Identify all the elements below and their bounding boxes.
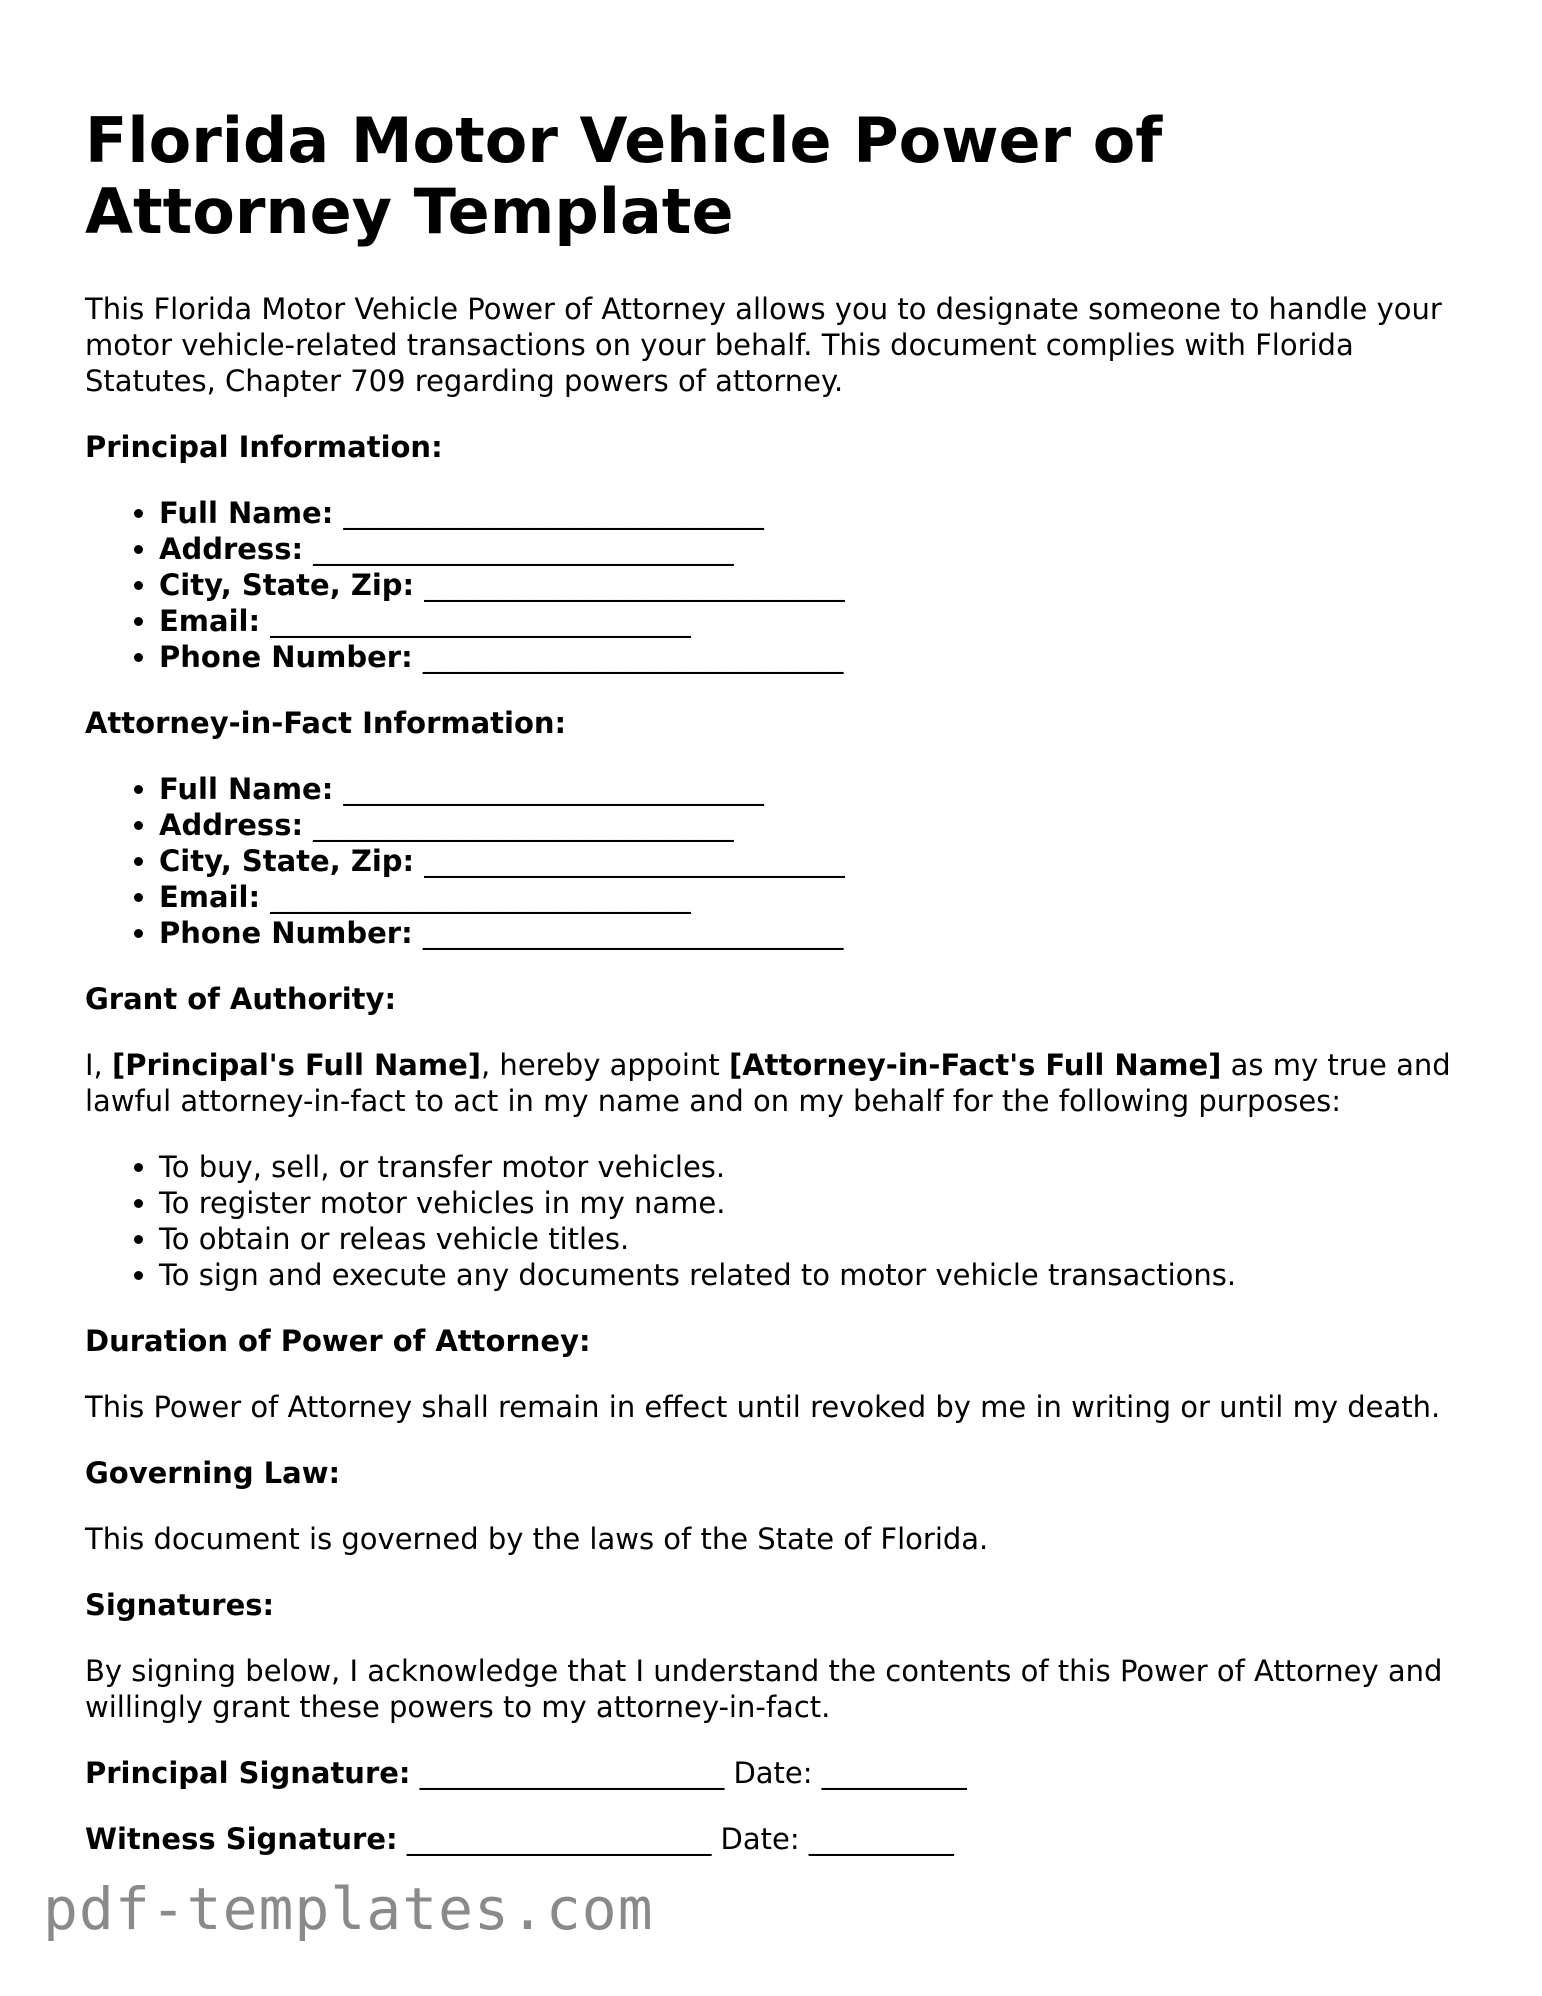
field-label: Full Name:: [159, 496, 334, 530]
field-label: Email:: [159, 604, 261, 638]
intro-paragraph: This Florida Motor Vehicle Power of Attorney allows you to designate someone to handle your motor vehicle-related transactions on your behalf. This document complies with Florida Statutes, Chapter 709 regarding powers of attorney.: [85, 292, 1442, 398]
principal-address-field: [159, 531, 1465, 567]
purpose-item: • To sign and execute any documents related to motor vehicle transactions.: [159, 1257, 1465, 1293]
principal-full-name-field: [159, 495, 1465, 531]
purposes-list: [85, 1149, 1465, 1293]
attorney-city-state-zip-field: [159, 843, 1465, 879]
signatures-heading: Signatures:: [85, 1588, 275, 1622]
attorney-phone-field: [159, 915, 1465, 951]
document-title: Florida Motor Vehicle Power of Attorney Template: [85, 104, 1163, 248]
field-label: Phone Number:: [159, 916, 413, 950]
field-blank: ______________________________: [313, 532, 734, 566]
principal-signature-line: [85, 1755, 1465, 1791]
field-blank: ______________________________: [343, 496, 764, 530]
document-page: [85, 105, 1465, 1887]
attorney-name-placeholder: [Attorney-in-Fact's Full Name]: [728, 1048, 1222, 1082]
date-blank: __________: [821, 1756, 967, 1790]
field-label: Full Name:: [159, 772, 334, 806]
principal-phone-field: [159, 639, 1465, 675]
field-blank: ______________________________: [422, 916, 843, 950]
date-blank: __________: [808, 1822, 954, 1856]
grant-heading: Grant of Authority:: [85, 982, 397, 1016]
principal-email-field: [159, 603, 1465, 639]
date-label: Date:: [720, 1822, 800, 1856]
field-label: City, State, Zip:: [159, 568, 415, 602]
witness-signature-blank: _____________________: [406, 1822, 712, 1856]
field-label: City, State, Zip:: [159, 844, 415, 878]
grant-pre-text: I,: [85, 1048, 112, 1082]
principal-signature-label: Principal Signature:: [85, 1756, 411, 1790]
governing-law-heading: Governing Law:: [85, 1456, 341, 1490]
field-label: Address:: [159, 532, 304, 566]
attorney-info-list: [85, 771, 1465, 951]
field-blank: ______________________________: [313, 808, 734, 842]
attorney-email-field: [159, 879, 1465, 915]
principal-info-heading: Principal Information:: [85, 430, 443, 464]
principal-signature-blank: _____________________: [419, 1756, 725, 1790]
attorney-full-name-field: [159, 771, 1465, 807]
field-label: Email:: [159, 880, 261, 914]
duration-paragraph: This Power of Attorney shall remain in effect until revoked by me in writing or until my death.: [85, 1390, 1441, 1424]
field-label: Address:: [159, 808, 304, 842]
signatures-paragraph: By signing below, I acknowledge that I understand the contents of this Power of Attorney and willingly grant these powers to my attorney-in-fact.: [85, 1654, 1443, 1724]
attorney-address-field: [159, 807, 1465, 843]
field-blank: ______________________________: [270, 604, 691, 638]
field-blank: ______________________________: [424, 844, 845, 878]
field-blank: ______________________________: [270, 880, 691, 914]
field-blank: ______________________________: [424, 568, 845, 602]
purpose-item: • To register motor vehicles in my name.: [159, 1185, 1465, 1221]
grant-paragraph: [85, 1047, 1465, 1119]
governing-law-paragraph: This document is governed by the laws of the State of Florida.: [85, 1522, 989, 1556]
witness-signature-line: [85, 1821, 1465, 1857]
field-label: Phone Number:: [159, 640, 413, 674]
grant-post-text: as my true and lawful attorney-in-fact to act in my name and on my behalf for the following purposes:: [85, 1048, 1451, 1118]
field-blank: ______________________________: [343, 772, 764, 806]
principal-city-state-zip-field: [159, 567, 1465, 603]
duration-heading: Duration of Power of Attorney:: [85, 1324, 591, 1358]
principal-name-placeholder: [Principal's Full Name]: [112, 1048, 481, 1082]
principal-info-list: [85, 495, 1465, 675]
date-label: Date:: [733, 1756, 813, 1790]
attorney-info-heading: Attorney-in-Fact Information:: [85, 706, 567, 740]
grant-mid-text: , hereby appoint: [481, 1048, 729, 1082]
witness-signature-label: Witness Signature:: [85, 1822, 398, 1856]
watermark-text: pdf-templates.com: [43, 1875, 654, 1943]
purpose-item: • To buy, sell, or transfer motor vehicles.: [159, 1149, 1465, 1185]
purpose-item: • To obtain or releas vehicle titles.: [159, 1221, 1465, 1257]
field-blank: ______________________________: [422, 640, 843, 674]
